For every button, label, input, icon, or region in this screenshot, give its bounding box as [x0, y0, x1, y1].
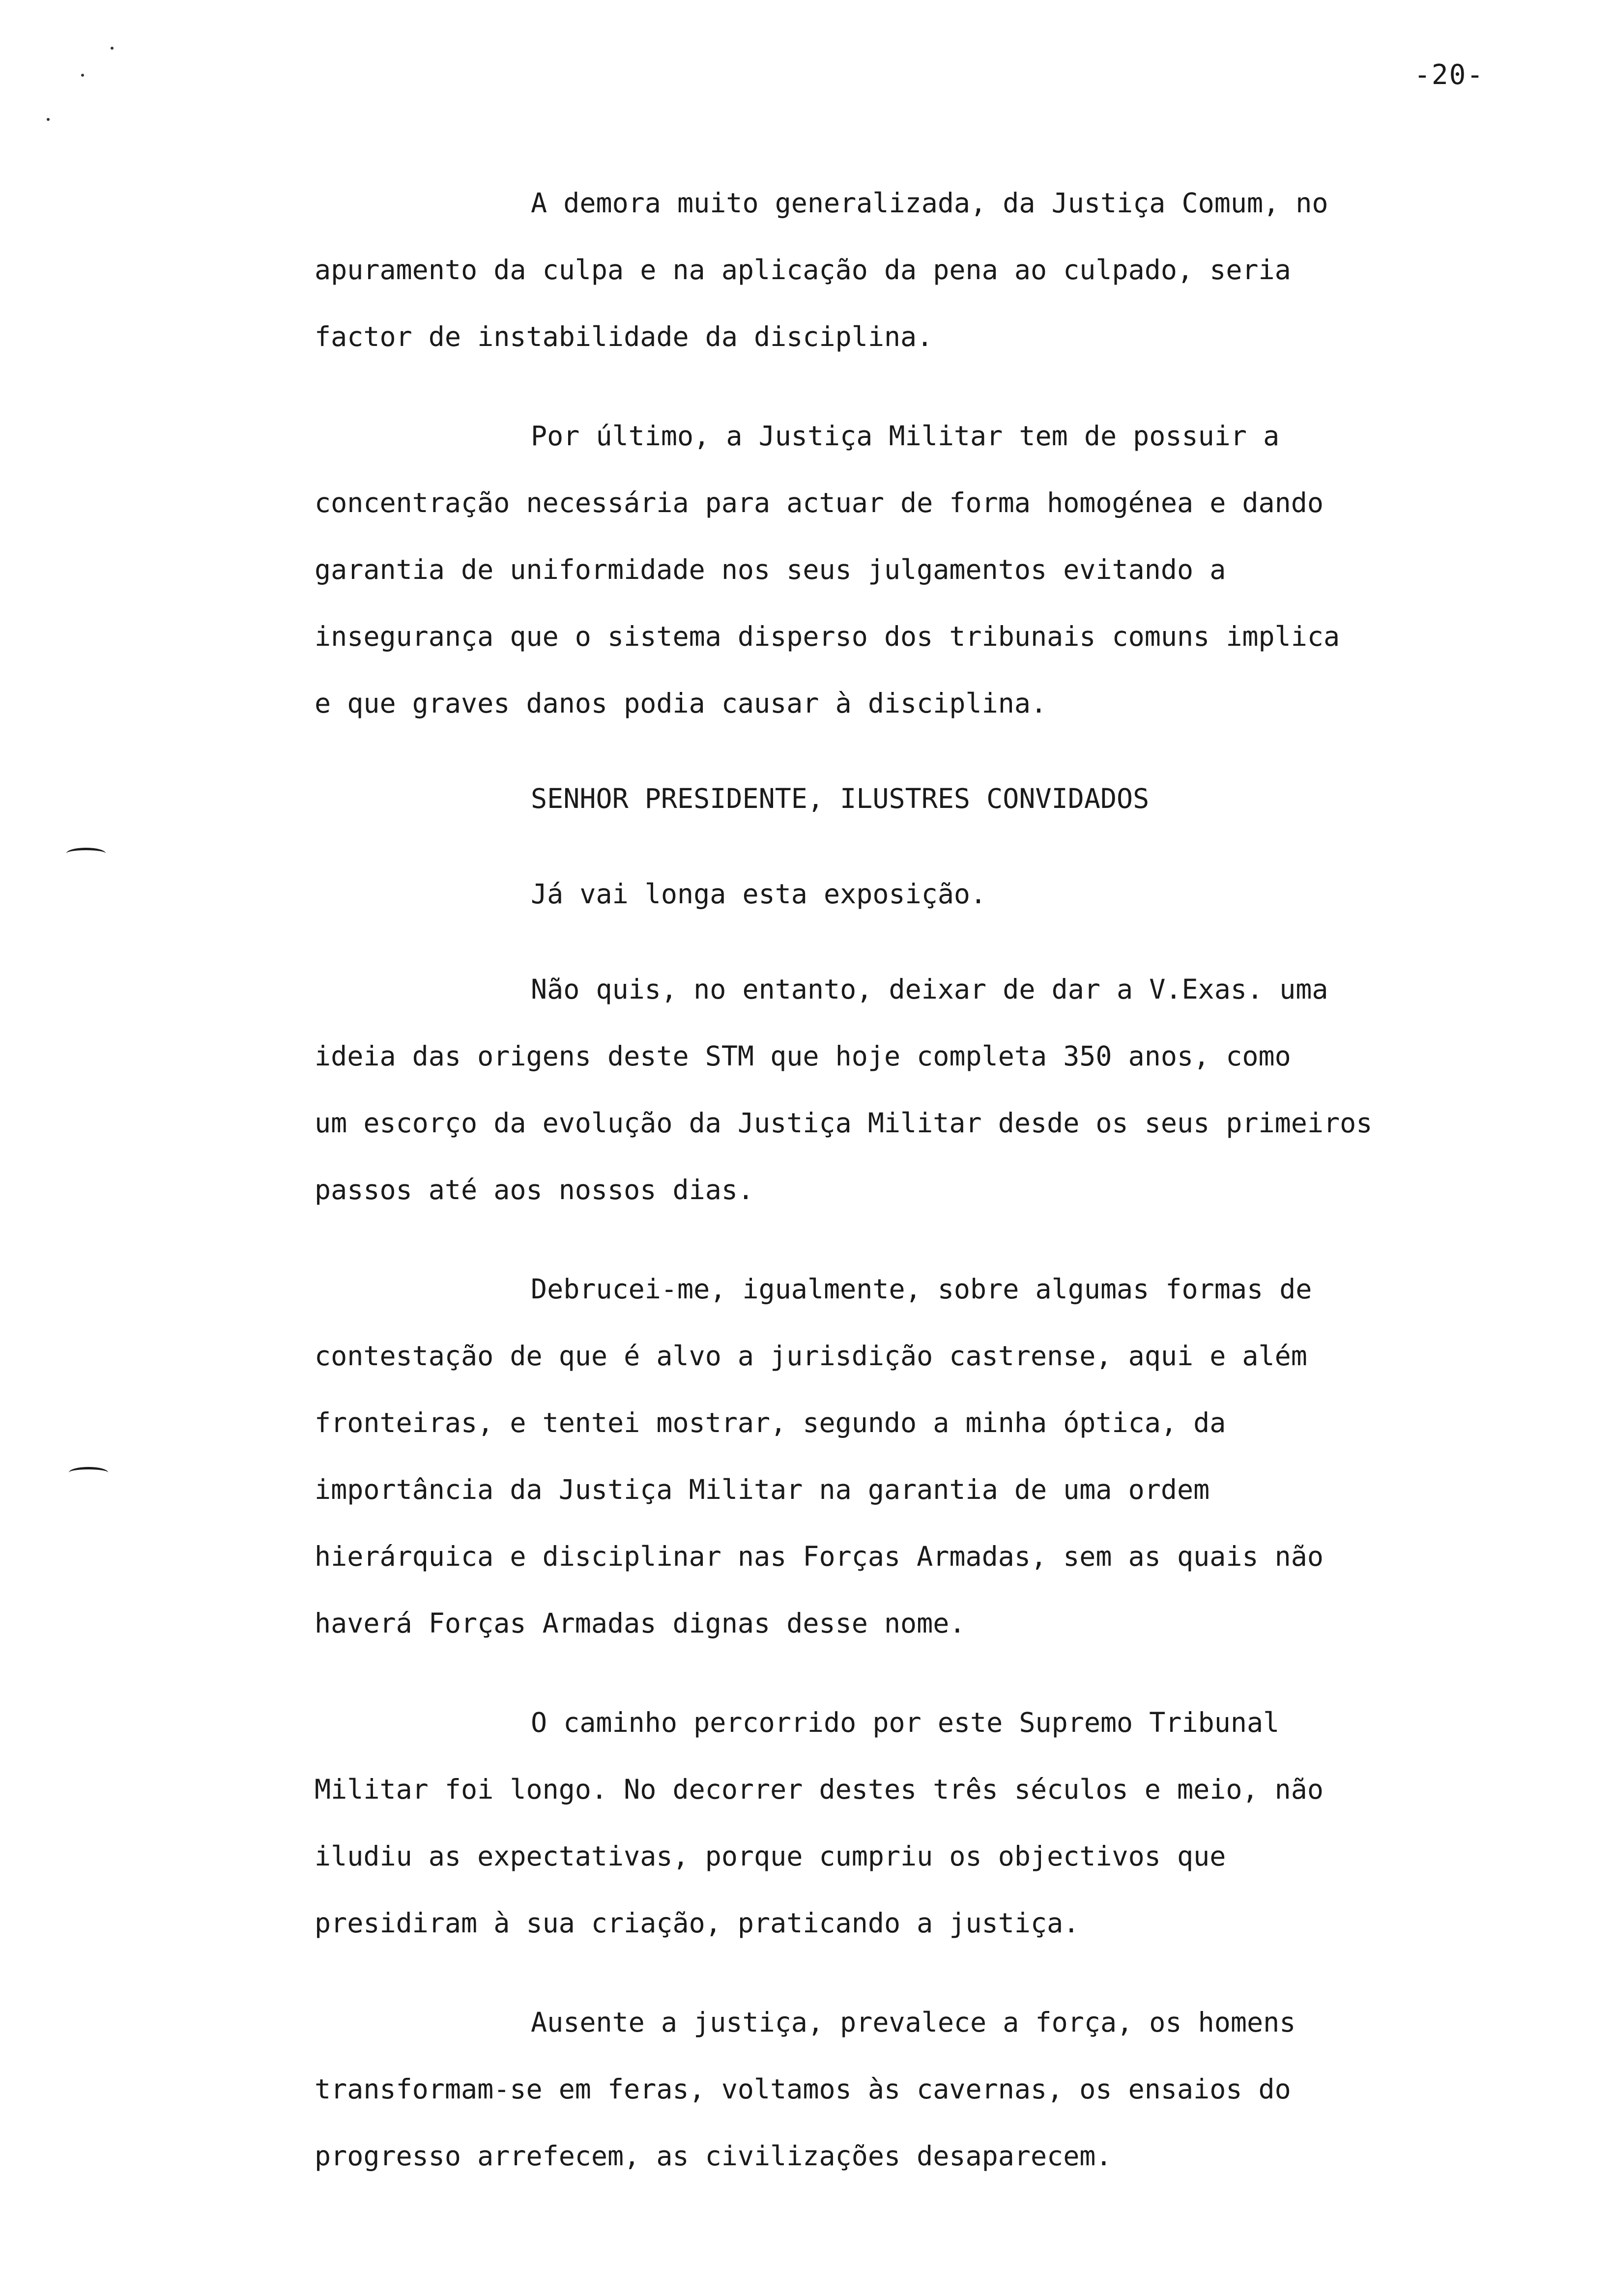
text-line: passos até aos nossos dias.	[315, 1174, 754, 1205]
salutation-heading: SENHOR PRESIDENTE, ILUSTRES CONVIDADOS	[531, 783, 1150, 814]
paragraph	[315, 956, 1612, 1223]
text-line: apuramento da culpa e na aplicação da pena ao culpado, seria	[315, 254, 1291, 286]
text-line: contestação de que é alvo a jurisdição castrense, aqui e além	[315, 1340, 1307, 1372]
paragraph	[315, 1989, 1612, 2189]
body-text	[315, 170, 1612, 2189]
text-line: haverá Forças Armadas dignas desse nome.	[315, 1607, 966, 1639]
text-line: Por último, a Justiça Militar tem de possuir a	[531, 420, 1280, 452]
text-line: um escorço da evolução da Justiça Militar desde os seus primeiros	[315, 1107, 1373, 1139]
text-line: e que graves danos podia causar à disciplina.	[315, 688, 1047, 719]
paragraph	[315, 1689, 1612, 1956]
paragraph	[315, 402, 1612, 737]
text-line: presidiram à sua criação, praticando a justiça.	[315, 1907, 1080, 1939]
scan-speck	[111, 47, 114, 50]
text-line: Não quis, no entanto, deixar de dar a V.Exas. uma	[531, 974, 1328, 1005]
text-line: fronteiras, e tentei mostrar, segundo a minha óptica, da	[315, 1407, 1226, 1438]
page-number: -20-	[1414, 59, 1484, 91]
text-line: iludiu as expectativas, porque cumpriu os objectivos que	[315, 1840, 1226, 1872]
text-line: hierárquica e disciplinar nas Forças Armadas, sem as quais não	[315, 1541, 1324, 1572]
text-line: O caminho percorrido por este Supremo Tribunal	[531, 1707, 1280, 1738]
margin-mark	[66, 848, 106, 859]
text-line: Ausente a justiça, prevalece a força, os homens	[531, 2007, 1296, 2038]
scan-speck	[81, 74, 84, 77]
text-line: concentração necessária para actuar de forma homogénea e dando	[315, 487, 1324, 518]
paragraph	[315, 861, 1612, 927]
text-line: Já vai longa esta exposição.	[531, 878, 987, 910]
scan-speck	[47, 118, 50, 121]
text-line: ideia das origens deste STM que hoje completa 350 anos, como	[315, 1040, 1291, 1072]
text-line: progresso arrefecem, as civilizações desaparecem.	[315, 2140, 1112, 2172]
text-line: Militar foi longo. No decorrer destes três séculos e meio, não	[315, 1774, 1324, 1805]
text-line: Debrucei-me, igualmente, sobre algumas formas de	[531, 1273, 1312, 1305]
margin-mark	[69, 1467, 108, 1478]
text-line: factor de instabilidade da disciplina.	[315, 321, 933, 352]
text-line: importância da Justiça Militar na garantia de uma ordem	[315, 1474, 1210, 1505]
text-line: A demora muito generalizada, da Justiça Comum, no	[531, 187, 1328, 219]
paragraph	[315, 1256, 1612, 1657]
text-line: insegurança que o sistema disperso dos tribunais comuns implica	[315, 621, 1340, 652]
text-line: garantia de uniformidade nos seus julgamentos evitando a	[315, 554, 1226, 585]
paragraph	[315, 170, 1612, 370]
text-line: transformam-se em feras, voltamos às cavernas, os ensaios do	[315, 2073, 1291, 2105]
